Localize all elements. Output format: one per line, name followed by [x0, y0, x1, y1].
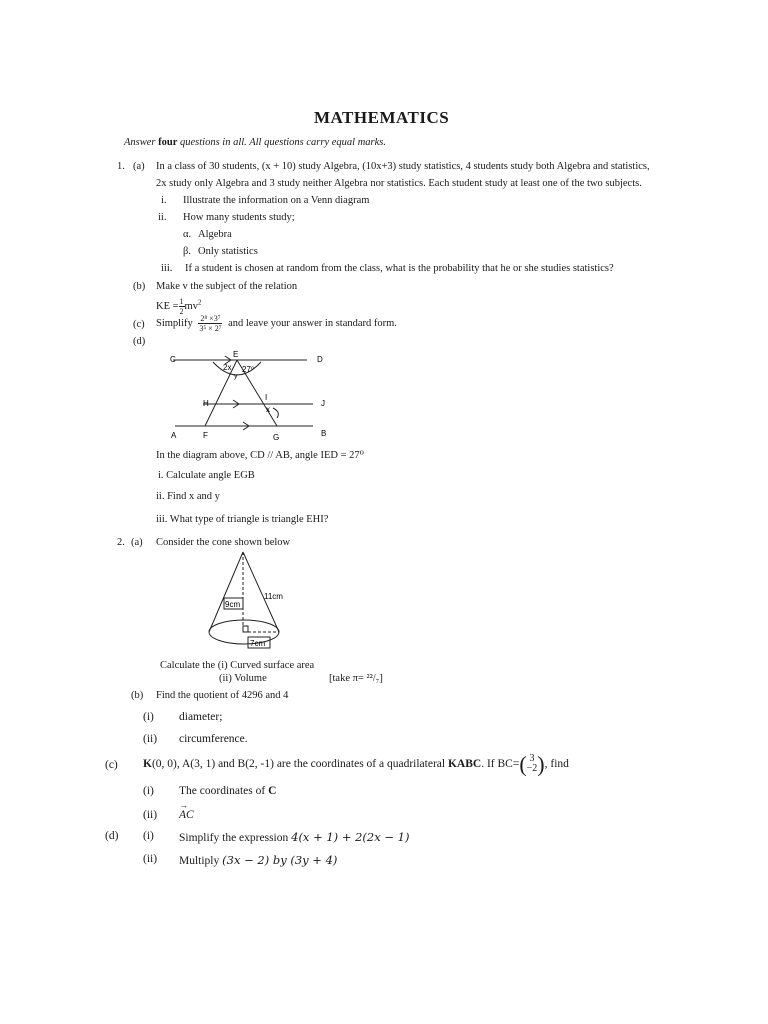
q2c-ii-label: (ii) [143, 809, 158, 821]
vector-AC-text: AC [179, 809, 194, 821]
q2c-i-label: (i) [143, 785, 154, 797]
q1a-beta-text: Only statistics [198, 246, 258, 257]
q2d-i-expr: 4(x + 1) + 2(2x − 1) [291, 830, 410, 844]
q2d-i-label: (i) [143, 830, 154, 842]
label-J: J [321, 399, 325, 408]
instructions-prefix: Answer [124, 137, 156, 148]
q2c-column-vector [527, 754, 538, 774]
q2c-ii-vector [179, 800, 194, 821]
instructions-count: four [158, 137, 178, 148]
q2a-take-pi: [take π= ²²/₇] [329, 673, 383, 684]
q2c-i-text: The coordinates of [179, 785, 266, 797]
q2c-paren-open: ( [519, 751, 527, 777]
q1c-frac-num: 2⁸ ×3⁷ [200, 314, 221, 323]
q2a-calc-line1: Calculate the (i) Curved surface area [160, 660, 315, 671]
q2b-label: (b) [131, 690, 144, 701]
q1b-formula-rhs: mv [184, 300, 198, 312]
label-E: E [233, 350, 239, 359]
q1b-frac-num: 1 [179, 297, 184, 306]
q2c-paren-close: ) [537, 751, 545, 777]
q2d-ii-expr: (3x − 2) by (3y + 4) [222, 853, 338, 867]
instructions [124, 137, 386, 148]
parallel-lines-diagram [165, 348, 345, 448]
cone-diagram [198, 548, 308, 658]
q2c-vec-bot: −2 [526, 763, 538, 775]
q2c-line [143, 752, 569, 776]
cone-height-label: 9cm [225, 600, 241, 609]
q1b-text: Make v the subject of the relation [156, 281, 298, 292]
cone-radius-label: 7cm [250, 639, 266, 648]
q1b-formula-exp: 2 [197, 298, 202, 307]
q1c-text: Simplify [156, 317, 193, 329]
q2a-label: (a) [131, 537, 143, 548]
q2c-label: (c) [105, 759, 118, 771]
q2b-text: Find the quotient of 4296 and 4 [156, 690, 289, 701]
q1a-alpha-label: α. [183, 229, 192, 240]
q2d-ii-label: (ii) [143, 853, 158, 865]
label-C: C [170, 355, 176, 364]
q1a-i-text: Illustrate the information on a Venn diagram [183, 195, 370, 206]
q2c-i-line [179, 785, 276, 797]
q2d-label: (d) [105, 830, 119, 842]
q1a-beta-label: β. [183, 246, 191, 257]
vector-AC [179, 800, 194, 821]
q1c-tail: and leave your answer in standard form. [228, 317, 397, 329]
q1d-caption: In the diagram above, CD // AB, angle IED = 27⁰ [156, 450, 364, 461]
q1b-formula-lhs: KE = [156, 300, 179, 312]
q1d-i-text: i. Calculate angle EGB [158, 470, 255, 481]
angle-label-y: y [234, 373, 238, 380]
q2b-i-text: diameter; [179, 711, 223, 723]
q2d-i-text: Simplify the expression [179, 832, 289, 844]
label-D: D [317, 355, 323, 364]
q1d-ii-text: ii. Find x and y [156, 491, 220, 502]
q2c-find: , find [544, 758, 569, 770]
q1b-frac-den: 2 [179, 307, 184, 316]
q1a-ii-label: ii. [158, 212, 167, 223]
q1d-iii-text: iii. What type of triangle is triangle EHI? [156, 514, 329, 525]
angle-label-x: x [266, 405, 270, 414]
q1a-label: (a) [133, 161, 145, 172]
label-I: I [265, 393, 268, 402]
q1a-ii-text: How many students study; [183, 212, 295, 223]
q2c-vec-top: 3 [529, 753, 535, 765]
q1a-i-label: i. [161, 195, 167, 206]
q2b-i-label: (i) [143, 711, 154, 723]
q2a-text: Consider the cone shown below [156, 537, 291, 548]
q2c-text1: (0, 0), A(3, 1) and B(2, -1) are the coordinates of a quadrilateral [151, 758, 446, 770]
angle-label-27: 27⁰ [242, 365, 255, 374]
transversal-ef [205, 360, 237, 426]
q2c-KABC: KABC [447, 758, 482, 770]
label-A: A [171, 431, 177, 440]
q1c-label: (c) [133, 319, 145, 330]
label-G: G [273, 433, 280, 442]
q2b-ii-text: circumference. [179, 733, 248, 745]
angle-label-2x: 2x [223, 363, 232, 372]
page-title: MATHEMATICS [314, 108, 450, 127]
vector-arrow: → [179, 800, 188, 810]
q2c-text2: . If BC= [481, 758, 520, 770]
angle-arc-x [273, 408, 278, 418]
q1b-label: (b) [133, 281, 146, 292]
q1a-iii-text: If a student is chosen at random from the class, what is the probability that he or she studies statistics? [185, 263, 614, 274]
q1-number: 1. [117, 161, 125, 172]
label-B: B [321, 429, 327, 438]
q1a-alpha-text: Algebra [198, 229, 232, 240]
q2d-i-line [179, 830, 409, 844]
q1c-frac-den: 3⁵ × 2⁷ [199, 324, 222, 333]
q2c-K: K [143, 758, 152, 770]
cone-slant-label: 11cm [264, 592, 283, 601]
instructions-suffix: questions in all. All questions carry equal marks. [180, 137, 387, 148]
q1a-line1: In a class of 30 students, (x + 10) study Algebra, (10x+3) study statistics, 4 students study both Algebra and statistics, [156, 161, 650, 172]
q1c-line [156, 314, 397, 333]
q1d-label: (d) [133, 336, 146, 347]
label-H: H [203, 399, 209, 408]
right-angle-marker [243, 626, 248, 632]
q1c-fraction [198, 314, 222, 333]
q2c-i-C: C [268, 785, 277, 797]
q2a-calc-line2: (ii) Volume [219, 673, 267, 684]
q2d-ii-line [179, 853, 337, 867]
q1a-iii-label: iii. [161, 263, 173, 274]
label-F: F [203, 431, 208, 440]
q2b-ii-label: (ii) [143, 733, 158, 745]
q2d-ii-text: Multiply [179, 855, 220, 867]
q1a-line2: 2x study only Algebra and 3 study neither Algebra nor statistics. Each student study at least one of the two subjects. [156, 178, 642, 189]
q2-number: 2. [117, 537, 125, 548]
